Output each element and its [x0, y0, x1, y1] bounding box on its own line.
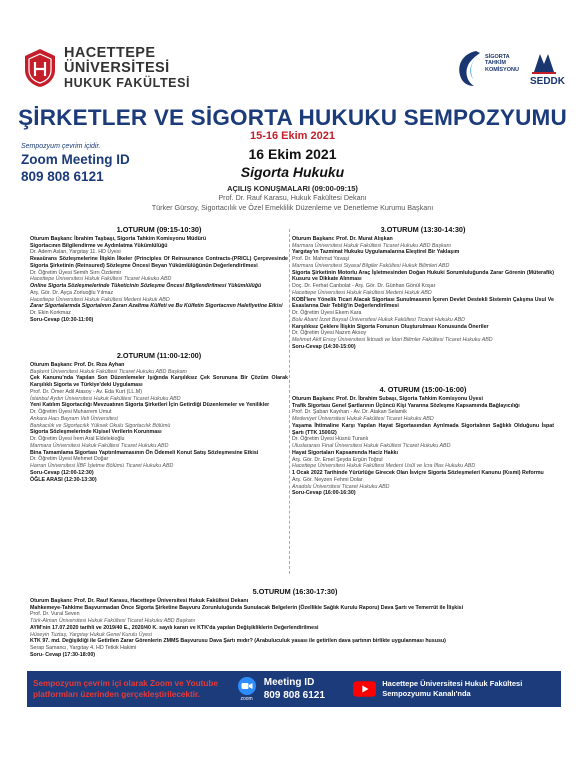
chair-affiliation: Başkent Üniversitesi Hukuk Fakültesi Ticaret Hukuku ABD Başkanı	[30, 368, 187, 375]
tahkim-name: SİGORTA TAHKİM KOMİSYONU	[485, 54, 519, 73]
talk-affiliation: Marmara Üniversitesi Siyasal Bilgiler Fakültesi Hukuk Bilimleri ABD	[292, 262, 450, 269]
footer-meeting-label: Meeting ID	[263, 676, 315, 688]
talk-affiliation: Medeniyet Üniversitesi Hukuk Fakültesi Ticaret Hukuku ABD	[292, 416, 434, 423]
talk-affiliation: Marmara Üniversitesi Hukuk Fakültesi Ticaret Hukuku ABD	[30, 442, 169, 449]
day-theme: Sigorta Hukuku	[240, 164, 345, 180]
zoom-logo	[233, 677, 259, 702]
talk-title: Yargıtay'ın Tazminat Hukuku Uygulamalarına Eleştirel Bir Yaklaşım	[292, 249, 460, 256]
session-title: 2.OTURUM (11:00-12:00)	[116, 351, 202, 360]
youtube-channel-text: Hacettepe Üniversitesi Hukuk Fakültesi Sempozyumu Kanalı'nda	[382, 679, 523, 698]
talk-affiliation: Bankacılık ve Sigortacılık Yüksek Okulu Sigortacılık Bölümü	[30, 422, 171, 429]
talk-affiliation: Anadolu Üniversitesi Ticaret Hukuku ABD	[292, 483, 390, 490]
talk-speaker: Arş. Gör. Neyzen Fehmi Dolar	[292, 476, 363, 483]
talk-speaker: Dr. Öğretim Üyesi Semih Sırrı Özdemir	[30, 269, 122, 276]
qa-slot: Soru-Cevap (16:00-16:30)	[292, 490, 356, 497]
talk-affiliation: Bolu Abant İzzet Baysal Üniversitesi Hukuk Fakültesi Ticaret Hukuku ABD	[292, 316, 465, 323]
talk-title: Zarar Sigortalarında Sigortalının Zararı Azaltma Külfeti ve Bu Külfetin Sigortacının Halefiyetine Etkisi	[30, 303, 283, 310]
university-name: HACETTEPE ÜNİVERSİTESİ	[64, 45, 170, 77]
zoom-meeting-label: Zoom Meeting ID	[21, 152, 130, 167]
opening-speaker-2: Türker Gürsoy, Sigortacılık ve Özel Emeklilik Düzenleme ve Denetleme Kurumu Başkanı	[151, 203, 434, 212]
talk-speaker: Doç. Dr. Ferhat Canbolat - Arş. Gör. Dr. Günhan Gönül Koşar	[292, 283, 436, 290]
talk-affiliation: Hacettepe Üniversitesi Hukuk Fakültesi Ticaret Hukuku ABD	[30, 276, 172, 283]
talk-affiliation: Türk-Alman Üniversitesi Hukuk Fakültesi Ticaret Hukuku ABD Başkanı	[30, 618, 196, 625]
session-title: 4. OTURUM (15:00-16:00)	[379, 385, 467, 394]
talk-title: KTK 97. md. Değişikliği ile Getirilen Zarar Görenlerin ZMMS Başvurusu Dava Şartı mıdır? (Arabuluculuk yasası ile getirilen dava şartının birlikte uygulanması hususu)	[30, 638, 446, 645]
talk-speaker: Dr. Öğretim Üyesi Mehmet Doğar	[30, 456, 109, 463]
talk-title: Hayat Sigortaları Kapsamında Haciz Hakkı	[292, 449, 398, 456]
talk-title: Reasürans Sözleşmelerine İlişkin İlkeler (Principles Of Reinsurance Contracts-(PRICL) Çerçevesinde Sigorta Şirketinin (Reinsured) Sözleşme Öncesi Beyan Yükümlülüğünün Değerlendirilmesi	[30, 256, 288, 269]
talk-speaker: Prof. Dr. Şaban Kayıhan - Av. Dr. Atakan Selamik	[292, 409, 407, 416]
zoom-camera-icon	[238, 677, 256, 695]
session-title: 5.OTURUM (16:30-17:30)	[252, 587, 338, 596]
session-chair: Oturum Başkanı: Prof. Dr. İbrahim Subaşı, Sigorta Tahkim Komisyonu Üyesi	[292, 395, 483, 402]
talk-speaker: Arş. Gör. Dr. Emel Şeyda Ergün Toğrul	[292, 456, 383, 463]
talk-speaker: Serap Samancı, Yargıtay 4. HD Tetkik Hakimi	[30, 645, 137, 652]
zoom-label: zoom	[240, 695, 253, 702]
talk-affiliation: Hacettepe Üniversitesi Hukuk Fakültesi Medeni Usûl ve İcra İflas Hukuku ABD	[292, 463, 476, 470]
chair-affiliation: Marmara Üniversitesi Hukuk Fakültesi Ticaret Hukuku ABD Başkanı	[292, 242, 452, 249]
talk-title: Yeni Katılım Sigortacılığı Mevzuatının Sigorta Şirketleri İçin Getirdiği Düzenlemeler ve Yenilikler	[30, 402, 270, 409]
footer-announcement: Sempozyum çevrim içi olarak Zoom ve Youtube platformları üzerinden gerçekleştirilecektir.	[33, 678, 218, 699]
talk-speaker: Hüseyin Tuztaş, Yargıtay Hukuk Genel Kurulu Üyesi	[30, 631, 152, 638]
qa-slot: Soru-Cevap (10:30-11:00)	[30, 316, 94, 323]
talk-title: Sigorta Şirketinin Motorlu Araç İşletmesinden Doğan Hukuki Sorumluluğunda Zarar Görenin (Müterafik) Kusuru ve Dikkate Alınması	[292, 269, 554, 283]
talk-speaker: Dr. Öğretim Üyesi Ekem Kara	[292, 310, 362, 317]
zoom-meeting-id: 809 808 6121	[21, 169, 104, 184]
talk-affiliation: Hacettepe Üniversitesi Hukuk Fakültesi Medeni Hukuk ABD	[30, 296, 170, 303]
talk-title: Çek Kanunu'nda Yapılan Son Düzenlemeler Işığında Karşılıksız Çek Sorununa Bir Çözüm Olarak Karşılıklı Sigorta ve Türkiye'deki Uygulaması	[30, 375, 288, 389]
seddk-emblem-icon	[530, 50, 558, 76]
talk-title: Yaşama İhtimaline Karşı Yapılan Hayat Sigortasından Ayrılmada Sigortalının Sağlıklı Olduğunu İspat Şartı (TTK 1500/2)	[292, 422, 554, 436]
talk-speaker: Dr. Öğretim Üyesi Nazım Aksoy	[292, 330, 367, 337]
talk-title: KOBİ'lere Yönelik Ticari Alacak Sigortası Sunulmasının İçeren Devlet Destekli Sistemin Çalışma Usul Ve Esaslarına Dair Tebliğ'in Değerlendirilmesi	[292, 296, 554, 310]
talk-speaker: Dr. Öğretim Üyesi Hüsnü Turanlı	[292, 436, 369, 443]
talk-title: Mahkemeye-Tahkime Başvurmadan Önce Sigorta Şirketine Başvuru Zorunluluğunda Sunulacak Belgelerin (Özellikle Sağlık Kurulu Raporu) Dava Şartı ve Temerrüt ile İlişkisi	[30, 604, 464, 611]
talk-speaker: Prof. Dr. Mahmut Yavaşi	[292, 256, 349, 263]
talk-affiliation: Ankara Hacı Bayram Veli Üniversitesi	[30, 415, 118, 422]
session-chair: Oturum Başkanı: Prof. Dr. Murat Alışkan	[292, 235, 393, 242]
talk-title: Trafik Sigortası Genel Şartlarının Üçüncü Kişi Yararına Sözleşme Kapsamında Bağlayıcılığı	[292, 402, 520, 409]
seddk-name: SEDDK	[530, 76, 566, 87]
session-4	[292, 386, 554, 497]
talk-affiliation: Harran Üniversitesi İİBF İşletme Bölümü Ticaret Hukuku ABD	[30, 463, 174, 470]
footer-banner	[27, 671, 561, 707]
day-date: 16 Ekim 2021	[248, 146, 337, 162]
university-seal-icon	[22, 48, 58, 88]
talk-affiliation: Uluslararası Final Üniversitesi Hukuk Fakültesi Ticaret Hukuku ABD	[292, 443, 451, 450]
talk-speaker: Dr. Ekin Korkmaz	[30, 310, 71, 317]
talk-title: Bina Tamamlama Sigortası Yaptırılmamasının Ön Ödemeli Konut Satış Sözleşmesine Etkisi	[30, 449, 259, 456]
opening-speaker-1: Prof. Dr. Rauf Karasu, Hukuk Fakültesi Dekanı	[218, 193, 367, 202]
session-title: 3.OTURUM (13:30-14:30)	[380, 225, 466, 234]
talk-title: Sigortacının Bilgilendirme ve Aydınlatma Yükümlülüğü	[30, 242, 168, 249]
faculty-name: HUKUK FAKÜLTESİ	[64, 75, 191, 90]
session-chair: Oturum Başkanı: İbrahim Taşbaşı, Sigorta Tahkim Komisyonu Müdürü	[30, 235, 207, 242]
hacettepe-logo	[22, 45, 252, 90]
talk-affiliation: Mehmet Akif Ersoy Üniversitesi İktisadi ve İdari Bilimler Fakültesi Ticaret Hukuku ABD	[292, 337, 493, 344]
talk-title: Sigorta Sözleşmelerinde Kişisel Verilerin Korunması	[30, 429, 162, 436]
talk-speaker: Prof. Dr. Ömer Adil Atasoy - Av. Eda Kurt (LL.M)	[30, 388, 142, 395]
session-3	[292, 226, 554, 351]
tahkim-swoosh-icon	[452, 48, 484, 88]
talk-affiliation: İstanbul Aydın Üniversitesi Hukuk Fakültesi Ticaret Hukuku ABD	[30, 395, 181, 402]
opening-title: AÇILIŞ KONUŞMALARI (09:00-09:15)	[227, 184, 358, 193]
youtube-icon	[353, 679, 376, 699]
session-chair: Oturum Başkanı: Prof. Dr. Rıza Ayhan	[30, 361, 125, 368]
session-1	[30, 226, 288, 324]
page-title: ŞİRKETLER VE SİGORTA HUKUKU SEMPOZYUMU	[18, 105, 567, 130]
talk-title: Karşılıksız Çeklere İlişkin Sigorta Fonunun Oluşturulması Konusunda Öneriler	[292, 323, 489, 330]
talk-title: AYM'nin 17.07.2020 tarihli ve 2019/40 E., 2020/40 K. sayılı kararı ve KTK'da yapılan Değişikliklerin Değerlendirilmesi	[30, 624, 319, 631]
talk-speaker: Arş. Gör. Dr. Ayça Zorluoğlu Yılmaz	[30, 289, 114, 296]
symposium-dates: 15-16 Ekim 2021	[249, 130, 335, 142]
online-note: Sempozyum çevrim içidir.	[21, 143, 101, 150]
qa-slot: Soru- Cevap (17:30-18:00)	[30, 651, 96, 658]
talk-speaker: Dr. Öğretim Üyesi İrem Aral Eldelekioğlu	[30, 436, 125, 443]
footer-meeting	[264, 676, 349, 703]
session-title: 1.OTURUM (09:15-10:30)	[116, 225, 202, 234]
partner-logos	[452, 48, 577, 92]
qa-slot: Soru-Cevap (14:30-15:00)	[292, 344, 356, 350]
qa-slot: Soru-Cevap (12:00-12:30)	[30, 470, 94, 476]
session-2	[30, 352, 288, 484]
talk-affiliation: Hacettepe Üniversitesi Hukuk Fakültesi Medeni Hukuk ABD	[292, 289, 432, 296]
column-divider	[289, 229, 290, 574]
footer-meeting-id: 809 808 6121	[263, 690, 325, 701]
talk-speaker: Dr. Öğretim Üyesi Muharrem Umut	[30, 409, 112, 416]
talk-title: Online Sigorta Sözleşmelerinde Tüketicinin Sözleşme Öncesi Bilgilendirilmesi Yükümlülüğü	[30, 283, 262, 290]
session-5	[30, 588, 560, 659]
talk-speaker: Prof. Dr. Vural Seven	[30, 611, 80, 618]
talk-speaker: Dr. Adem Aslan, Yargıtay 11. HD Üyesi	[30, 249, 121, 256]
talk-title: 1 Ocak 2022 Tarihinde Yürürlüğe Girecek Olan İsviçre Sigorta Sözleşmeleri Kanunu (Kısmi) Reformu	[292, 470, 544, 477]
session-chair: Oturum Başkanı: Prof. Dr. Rauf Karasu, Hacettepe Üniversitesi Hukuk Fakültesi Dekanı	[30, 597, 249, 604]
lunch-break: ÖĞLE ARASI (12:30-13:30)	[30, 476, 97, 483]
